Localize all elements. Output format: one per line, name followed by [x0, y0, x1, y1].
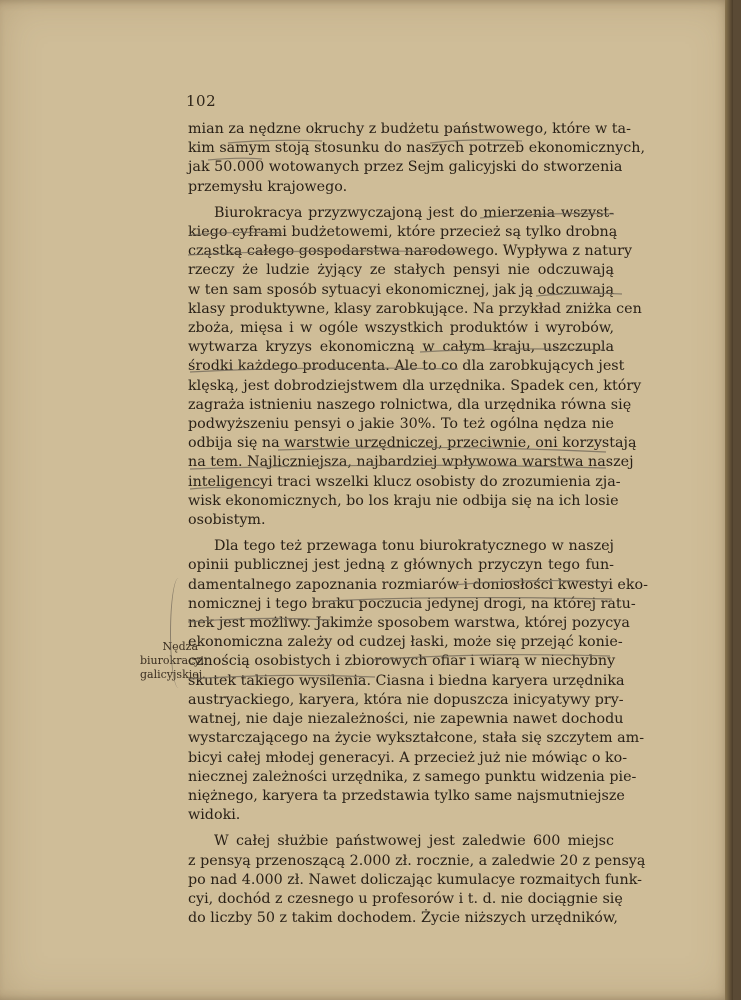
text-line: nek jest możliwy. Jakimże sposobem warstwa, której pozycya — [188, 615, 630, 632]
page-number: 102 — [186, 92, 217, 110]
text-line: podwyższeniu pensyi o jakie 30%. To też ogólna nędza nie — [188, 416, 614, 433]
text-line: klęską, jest dobrodziejstwem dla urzędnika. Spadek cen, który — [188, 377, 642, 394]
text-line: nomicznej i tego braku poczucia jedynej drogi, na której ratu- — [188, 595, 636, 612]
text-line: rzeczy że ludzie żyjący ze stałych pensyi nie odczuwają — [188, 262, 614, 279]
text-line: po nad 4.000 zł. Nawet doliczając kumulacye rozmaitych funk- — [188, 871, 642, 888]
paragraph — [188, 832, 646, 928]
marginal-note-line: biurokracyi — [140, 654, 204, 667]
text-line: bicyi całej młodej generacyi. A przecież już nie mówiąc o ko- — [188, 749, 628, 766]
text-line: osobistym. — [188, 512, 266, 529]
paragraph — [188, 204, 642, 530]
paragraph — [188, 120, 646, 197]
text-line: kiego cyframi budżetowemi, które przecież są tylko drobną — [188, 224, 618, 241]
text-line: wytwarza kryzys ekonomiczną w całym kraju, uszczupla — [188, 339, 614, 356]
text-line: mian za nędzne okruchy z budżetu państwowego, które w ta- — [188, 121, 631, 137]
body-text — [188, 120, 648, 935]
text-line: Dla tego też przewaga tonu biurokratycznego w naszej — [214, 538, 614, 555]
text-line: wisk ekonomicznych, bo los kraju nie odbija się na ich losie — [188, 492, 619, 509]
text-line: odbija się na warstwie urzędniczej, przeciwnie, oni korzystają — [188, 435, 637, 452]
text-line: widoki. — [188, 807, 241, 824]
marginal-note-line: Nędza — [162, 640, 198, 653]
text-line: ekonomiczna zależy od cudzej łaski, może się przejąć konie- — [188, 634, 623, 651]
paragraph — [188, 537, 648, 825]
text-line: na tem. Najliczniejsza, najbardziej wpływowa warstwa naszej — [188, 454, 634, 471]
text-line: jak 50.000 wotowanych przez Sejm galicyjski do stworzenia — [188, 159, 623, 176]
text-line: Biurokracya przyzwyczajoną jest do mierzenia wszyst- — [214, 204, 614, 221]
text-line: cząstką całego gospodarstwa narodowego. Wypływa z natury — [188, 243, 633, 260]
text-line: wystarczającego na życie wykształcone, stała się szczytem am- — [188, 730, 645, 747]
text-line: inteligencyi traci wszelki klucz osobisty do zrozumienia zja- — [188, 473, 621, 490]
text-line: damentalnego zapoznania rozmiarów i doniosłości kwestyi eko- — [188, 576, 648, 593]
text-line: kim samym stoją stosunku do naszych potrzeb ekonomicznych, — [188, 140, 646, 157]
text-line: austryackiego, karyera, która nie dopuszcza inicyatywy pry- — [188, 691, 624, 708]
text-line: cyi, dochód z czesnego u profesorów i t. d. nie dociągnie się — [188, 890, 623, 907]
page-edge — [725, 0, 733, 1000]
text-line: zboża, mięsa i w ogóle wszystkich produktów i wyrobów, — [188, 320, 614, 337]
text-line: cznością osobistych i zbiorowych ofiar i wiarą w niechybny — [188, 653, 616, 670]
text-line: do liczby 50 z takim dochodem. Życie niższych urzędników, — [188, 910, 618, 927]
text-line: przemysłu krajowego. — [188, 178, 348, 195]
text-line: skutek takiego wysilenia. Ciasna i biedna karyera urzędnika — [188, 672, 625, 689]
text-line: klasy produktywne, klasy zarobkujące. Na przykład zniżka cen — [188, 300, 642, 317]
text-line: opinii publicznej jest jedną z głównych przyczyn tego fun- — [188, 557, 614, 574]
text-line: zagraża istnieniu naszego rolnictwa, dla urzędnika równa się — [188, 396, 632, 413]
pencil-bracket-mark — [170, 578, 187, 688]
text-line: niężnego, karyera ta przedstawia tylko same najsmutniejsze — [188, 787, 625, 804]
marginal-note-line: galicyjskiej. — [140, 668, 206, 681]
text-line: watnej, nie daje niezależności, nie zapewnia nawet dochodu — [188, 711, 624, 728]
text-line: niecznej zależności urzędnika, z samego punktu widzenia pie- — [188, 768, 637, 785]
text-line: środki każdego producenta. Ale to co dla zarobkujących jest — [188, 358, 625, 375]
text-line: z pensyą przenoszącą 2.000 zł. rocznie, a zaledwie 20 z pensyą — [188, 852, 646, 869]
text-line: W całej służbie państwowej jest zaledwie 600 miejsc — [214, 833, 614, 850]
marginal-note — [140, 640, 206, 682]
text-line: w ten sam sposób sytuacyi ekonomicznej, jak ją odczuwają — [188, 281, 614, 298]
